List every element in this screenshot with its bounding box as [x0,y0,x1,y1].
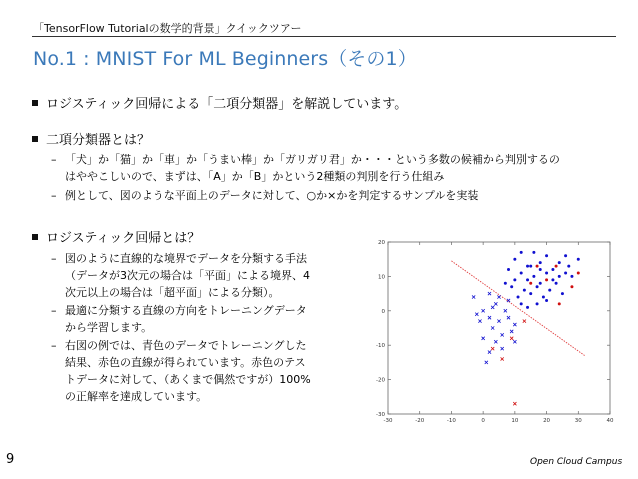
data-point-circle [523,289,526,292]
scatter-plot [364,236,616,428]
x-tick-label: 40 [606,418,614,424]
data-point-cross [501,347,504,350]
sub-item-text: 図のように直線的な境界でデータを分類する手法 （データが3次元の場合は「平面」による境界、4 次元以上の場合は「超平面」による分類）。 [65,252,310,299]
data-point-circle [517,296,520,299]
data-point-circle [545,299,548,302]
data-point-cross [482,337,485,340]
data-point-cross [491,347,494,350]
data-point-cross [491,326,494,329]
data-point-circle [526,265,529,268]
data-point-circle [520,302,523,305]
y-tick-label: -20 [376,377,385,384]
data-point-cross [523,320,526,323]
data-point-circle [555,282,558,285]
data-point-circle [526,278,529,281]
data-point-cross [482,309,485,312]
data-point-circle [545,271,548,274]
x-tick-label: -10 [446,418,456,424]
data-point-circle [558,302,561,305]
data-point-cross [478,320,481,323]
footer-brand: Open Cloud Campus [530,457,623,467]
page-title: No.1 : MNIST For ML Beginners（その1） [33,48,417,70]
bullet-logistic-question [32,227,200,246]
data-point-circle [551,278,554,281]
sub-item-text: 「犬」か「猫」か「車」か「うまい棒」か「ガリガリ君」か・・・という多数の候補から判別するの はややこしいので、まずは、「A」か「B」かという2種類の判別を行う仕組み [65,153,560,183]
data-point-circle [536,265,539,268]
sub-item-training [51,302,307,336]
data-point-circle [548,289,551,292]
bullet-square-icon [32,234,38,240]
data-point-cross [485,361,488,364]
data-point-circle [542,296,545,299]
data-point-circle [539,261,542,264]
y-tick-label: -30 [376,412,385,418]
data-point-circle [532,251,535,254]
sub-item-result [51,337,311,405]
data-point-circle [539,282,542,285]
data-point-cross [488,316,491,319]
bullet-logistic-intro [32,93,407,112]
data-point-circle [564,271,567,274]
x-tick-label: 20 [543,418,551,424]
data-point-circle [570,285,573,288]
sub-item-linear-boundary [51,250,310,301]
data-point-circle [532,275,535,278]
data-point-circle [545,254,548,257]
x-tick-label: -20 [415,418,425,424]
data-point-circle [558,261,561,264]
data-point-cross [494,302,497,305]
sub-item-text: 右図の例では、青色のデータでトレーニングした 結果、赤色の直線が得られています。赤色のテス トデータに対して、（あくまで偶然ですが）100% の正解率を達成しています。 [65,339,311,403]
data-point-circle [520,271,523,274]
data-point-circle [529,282,532,285]
data-point-cross [497,320,500,323]
sub-item-text: 例として、図のような平面上のデータに対して、○か×かを判定するサンプルを実装 [65,189,479,202]
dash-marker: – [51,339,57,352]
bullet-square-icon [32,100,38,106]
data-point-circle [558,275,561,278]
sub-item-example [51,187,478,204]
data-point-circle [564,254,567,257]
data-point-circle [510,285,513,288]
dash-marker: – [51,189,57,202]
data-point-circle [545,278,548,281]
dash-marker: – [51,153,57,166]
bullet-text: ロジスティック回帰による「二項分類器」を解説しています。 [46,97,408,112]
x-tick-label: 30 [574,418,582,424]
data-point-cross [488,292,491,295]
plot-frame [388,242,610,414]
y-tick-label: -10 [376,343,385,350]
data-point-cross [510,337,513,340]
data-point-circle [536,285,539,288]
data-point-cross [494,340,497,343]
x-tick-label: 0 [481,418,485,424]
data-point-circle [507,268,510,271]
data-point-circle [513,258,516,261]
data-point-circle [577,271,580,274]
x-tick-label: 10 [511,418,519,424]
bullet-text: 二項分類器とは？ [46,133,151,148]
data-point-circle [526,306,529,309]
bullet-binary-classifier [32,129,150,148]
data-point-cross [510,330,513,333]
x-tick-label: -30 [383,418,393,424]
decision-boundary-line [451,261,584,356]
dash-marker: – [51,252,57,265]
data-point-cross [501,333,504,336]
data-point-circle [504,282,507,285]
data-point-circle [539,268,542,271]
data-point-cross [497,295,500,298]
data-point-circle [513,278,516,281]
data-point-circle [520,251,523,254]
data-point-cross [504,309,507,312]
data-point-circle [555,265,558,268]
data-point-cross [513,402,516,405]
data-point-cross [513,323,516,326]
data-point-cross [513,340,516,343]
header-divider [32,36,616,37]
data-point-circle [551,268,554,271]
data-point-circle [536,302,539,305]
data-point-circle [529,292,532,295]
data-point-cross [488,350,491,353]
y-tick-label: 20 [378,240,385,246]
page-number: 9 [6,452,15,467]
sub-item-text: 最適に分類する直線の方向をトレーニングデータ から学習します。 [65,304,307,334]
data-point-cross [475,313,478,316]
data-point-circle [570,275,573,278]
header-label: 「TensorFlow Tutorialの数学的背景」クイックツアー [33,22,302,35]
data-point-cross [501,357,504,360]
data-point-circle [567,265,570,268]
data-point-circle [577,258,580,261]
data-point-cross [491,306,494,309]
y-tick-label: 10 [378,274,385,281]
y-tick-label: 0 [381,308,385,315]
data-point-cross [472,295,475,298]
sub-item-multiclass [51,151,560,185]
dash-marker: – [51,304,57,317]
data-point-circle [561,292,564,295]
bullet-square-icon [32,136,38,142]
data-point-circle [529,265,532,268]
data-point-cross [507,316,510,319]
bullet-text: ロジスティック回帰とは？ [46,231,201,246]
